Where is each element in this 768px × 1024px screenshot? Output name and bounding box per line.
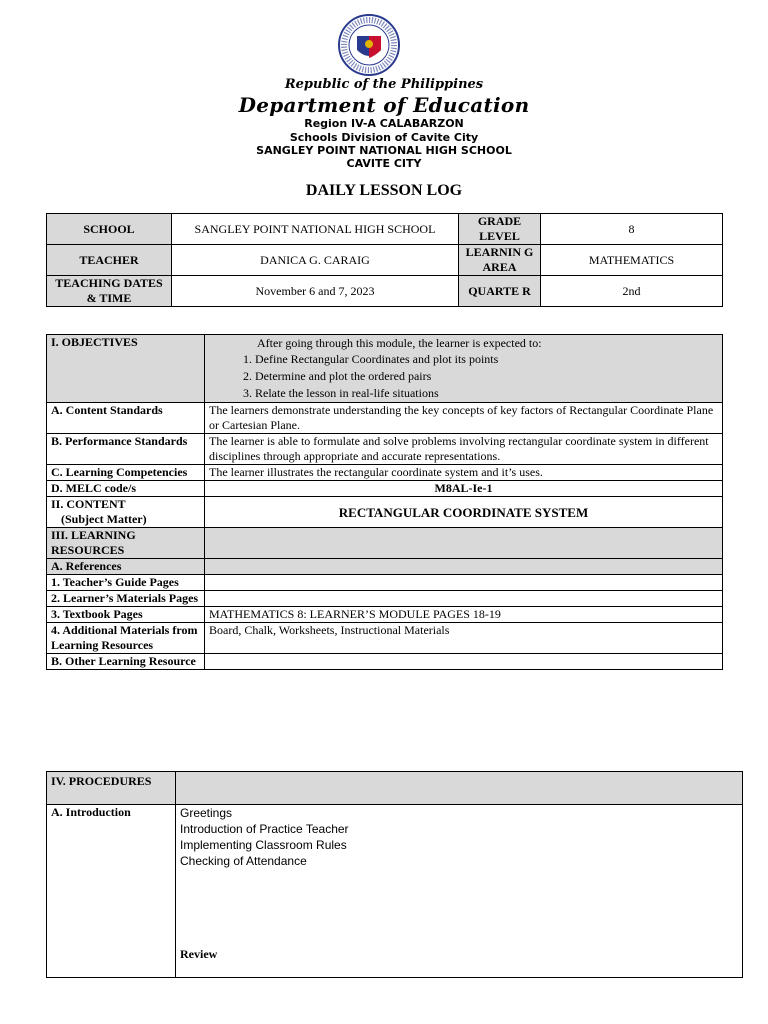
table-row — [47, 214, 723, 245]
resources-value — [205, 528, 723, 559]
objectives-cell — [205, 335, 723, 403]
introduction-cell — [176, 805, 743, 978]
grade-value: 8 — [541, 214, 723, 245]
other-resource-label: B. Other Learning Resource — [47, 654, 205, 670]
references-value — [205, 559, 723, 575]
competencies-label: C. Learning Competencies — [47, 465, 205, 481]
table-row — [47, 528, 723, 559]
table-row — [47, 772, 743, 805]
list-item: 2. Determine and plot the ordered pairs — [255, 368, 718, 385]
school-label: SCHOOL — [47, 214, 172, 245]
dates-value: November 6 and 7, 2023 — [172, 276, 459, 307]
teacher-label: TEACHER — [47, 245, 172, 276]
learners-materials-label: 2. Learner’s Materials Pages — [47, 591, 205, 607]
content-sub-label: (Subject Matter) — [61, 512, 147, 526]
procedures-table — [46, 771, 743, 978]
textbook-value: MATHEMATICS 8: LEARNER’S MODULE PAGES 18-19 — [205, 607, 723, 623]
lesson-info-table — [46, 213, 723, 307]
table-row — [47, 623, 723, 654]
learning-area-label: LEARNIN G AREA — [459, 245, 541, 276]
table-row — [47, 559, 723, 575]
resources-label: III. LEARNING RESOURCES — [47, 528, 205, 559]
content-value: RECTANGULAR COORDINATE SYSTEM — [205, 497, 723, 528]
page-title: DAILY LESSON LOG — [305, 182, 463, 199]
table-row — [47, 276, 723, 307]
introduction-label: A. Introduction — [47, 805, 176, 978]
school-heading: SANGLEY POINT NATIONAL HIGH SCHOOL — [256, 144, 512, 157]
content-label-cell — [47, 497, 205, 528]
additional-materials-value: Board, Chalk, Worksheets, Instructional Materials — [205, 623, 723, 654]
table-row — [47, 481, 723, 497]
table-row — [47, 497, 723, 528]
references-label: A. References — [47, 559, 205, 575]
deped-seal-logo — [338, 14, 400, 76]
procedures-label: IV. PROCEDURES — [47, 772, 176, 805]
grade-label: GRADE LEVEL — [459, 214, 541, 245]
performance-standards-value: The learner is able to formulate and solve problems involving rectangular coordinate system in different disciplines through appropriate and accurate representations. — [205, 434, 723, 465]
school-value: SANGLEY POINT NATIONAL HIGH SCHOOL — [172, 214, 459, 245]
division-heading: Schools Division of Cavite City — [289, 131, 479, 144]
content-standards-value: The learners demonstrate understanding the key concepts of key factors of Rectangular Coordinate Plane or Cartesian Plane. — [205, 403, 723, 434]
table-row — [47, 434, 723, 465]
melc-value: M8AL-Ie-1 — [205, 481, 723, 497]
quarter-label: QUARTE R — [459, 276, 541, 307]
teachers-guide-label: 1. Teacher’s Guide Pages — [47, 575, 205, 591]
teachers-guide-value — [205, 575, 723, 591]
table-row — [47, 591, 723, 607]
dates-label: TEACHING DATES & TIME — [47, 276, 172, 307]
objectives-table — [46, 334, 723, 670]
intro-item-greetings: Greetings — [180, 806, 233, 820]
teacher-value: DANICA G. CARAIG — [172, 245, 459, 276]
performance-standards-label: B. Performance Standards — [47, 434, 205, 465]
table-row — [47, 335, 723, 403]
melc-label: D. MELC code/s — [47, 481, 205, 497]
learners-materials-value — [205, 591, 723, 607]
objectives-label: I. OBJECTIVES — [47, 335, 205, 403]
content-label: II. CONTENT — [51, 497, 126, 511]
objectives-intro: After going through this module, the learner is expected to: — [257, 336, 542, 350]
table-row — [47, 245, 723, 276]
competencies-value: The learner illustrates the rectangular coordinate system and it’s uses. — [205, 465, 723, 481]
intro-item-attendance: Checking of Attendance — [180, 854, 307, 868]
republic-heading: Republic of the Philippines — [284, 77, 484, 92]
region-heading: Region IV-A CALABARZON — [304, 117, 464, 130]
objectives-list — [209, 351, 718, 402]
textbook-label: 3. Textbook Pages — [47, 607, 205, 623]
table-row — [47, 805, 743, 978]
city-heading: CAVITE CITY — [346, 157, 422, 168]
list-item: 1. Define Rectangular Coordinates and plot its points — [255, 351, 718, 368]
quarter-value: 2nd — [541, 276, 723, 307]
table-row — [47, 403, 723, 434]
list-item: 3. Relate the lesson in real-life situations — [255, 385, 718, 402]
review-label: Review — [180, 947, 218, 961]
procedures-header-value — [176, 772, 743, 805]
table-row — [47, 575, 723, 591]
other-resource-value — [205, 654, 723, 670]
additional-materials-label: 4. Additional Materials from Learning Resources — [47, 623, 205, 654]
content-standards-label: A. Content Standards — [47, 403, 205, 434]
intro-item-practice-teacher: Introduction of Practice Teacher — [180, 822, 349, 836]
department-heading: Department of Education — [238, 93, 530, 117]
learning-area-value: MATHEMATICS — [541, 245, 723, 276]
table-row — [47, 465, 723, 481]
intro-item-classroom-rules: Implementing Classroom Rules — [180, 838, 347, 852]
table-row — [47, 607, 723, 623]
table-row — [47, 654, 723, 670]
